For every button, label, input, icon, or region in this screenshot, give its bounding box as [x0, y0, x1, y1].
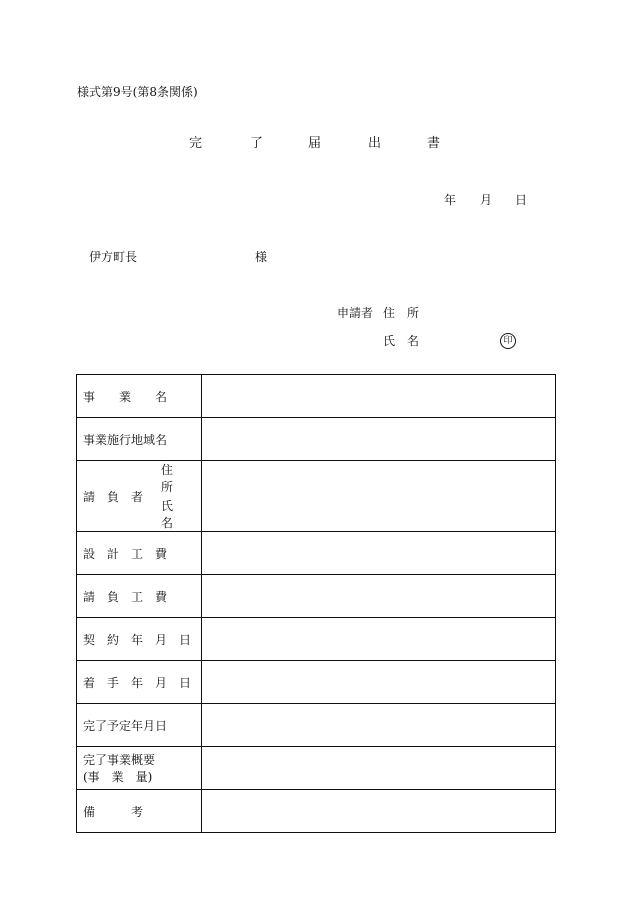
field-contract-date[interactable] [202, 618, 556, 661]
label-planned-completion-date: 完了予定年月日 [77, 704, 202, 747]
applicant-address-label: 住 所 [383, 306, 420, 320]
applicant-name-label: 氏 名 [383, 334, 420, 348]
date-day-label: 日 [515, 193, 528, 207]
completion-quantity-label: (事 業 量) [83, 770, 153, 784]
date-year-label: 年 [444, 193, 457, 207]
field-project-area[interactable] [202, 418, 556, 461]
title-char: 届 [308, 136, 322, 151]
contractor-label: 請 負 者 [83, 489, 144, 504]
field-project-name[interactable] [202, 375, 556, 418]
field-contract-cost[interactable] [202, 575, 556, 618]
table-row [77, 461, 556, 532]
field-completion-summary[interactable] [202, 747, 556, 790]
contractor-name-label: 氏 名 [161, 499, 186, 530]
field-start-date[interactable] [202, 661, 556, 704]
addressee-name: 伊方町長 [89, 250, 138, 264]
label-design-cost: 設 計 工 費 [77, 532, 202, 575]
label-start-date: 着 手 年 月 日 [77, 661, 202, 704]
form-number: 様式第9号(第8条関係) [77, 85, 198, 99]
table-row [77, 661, 556, 704]
applicant-label: 申請者 [337, 306, 374, 320]
title-char: 出 [368, 136, 382, 151]
field-remarks[interactable] [202, 790, 556, 833]
contractor-address-label: 住 所 [161, 463, 186, 494]
label-project-name: 事 業 名 [77, 375, 202, 418]
field-design-cost[interactable] [202, 532, 556, 575]
label-completion-summary [77, 747, 202, 790]
table-row [77, 747, 556, 790]
table-row [77, 704, 556, 747]
table-row [77, 618, 556, 661]
title-char: 書 [427, 136, 441, 151]
label-contract-date: 契 約 年 月 日 [77, 618, 202, 661]
title-char: 完 [189, 136, 203, 151]
table-row [77, 532, 556, 575]
table-row [77, 790, 556, 833]
label-remarks: 備 考 [77, 790, 202, 833]
label-contract-cost: 請 負 工 費 [77, 575, 202, 618]
seal-mark-icon: 印 [500, 333, 516, 349]
table-row [77, 575, 556, 618]
label-project-area: 事業施行地域名 [77, 418, 202, 461]
completion-summary-label: 完了事業概要 [83, 753, 156, 767]
addressee-honorific: 様 [255, 250, 268, 264]
completion-form-table [76, 374, 556, 833]
table-row [77, 418, 556, 461]
field-planned-completion-date[interactable] [202, 704, 556, 747]
date-month-label: 月 [480, 193, 493, 207]
label-contractor [77, 461, 202, 532]
field-contractor[interactable] [202, 461, 556, 532]
title-char: 了 [250, 136, 264, 151]
table-row [77, 375, 556, 418]
